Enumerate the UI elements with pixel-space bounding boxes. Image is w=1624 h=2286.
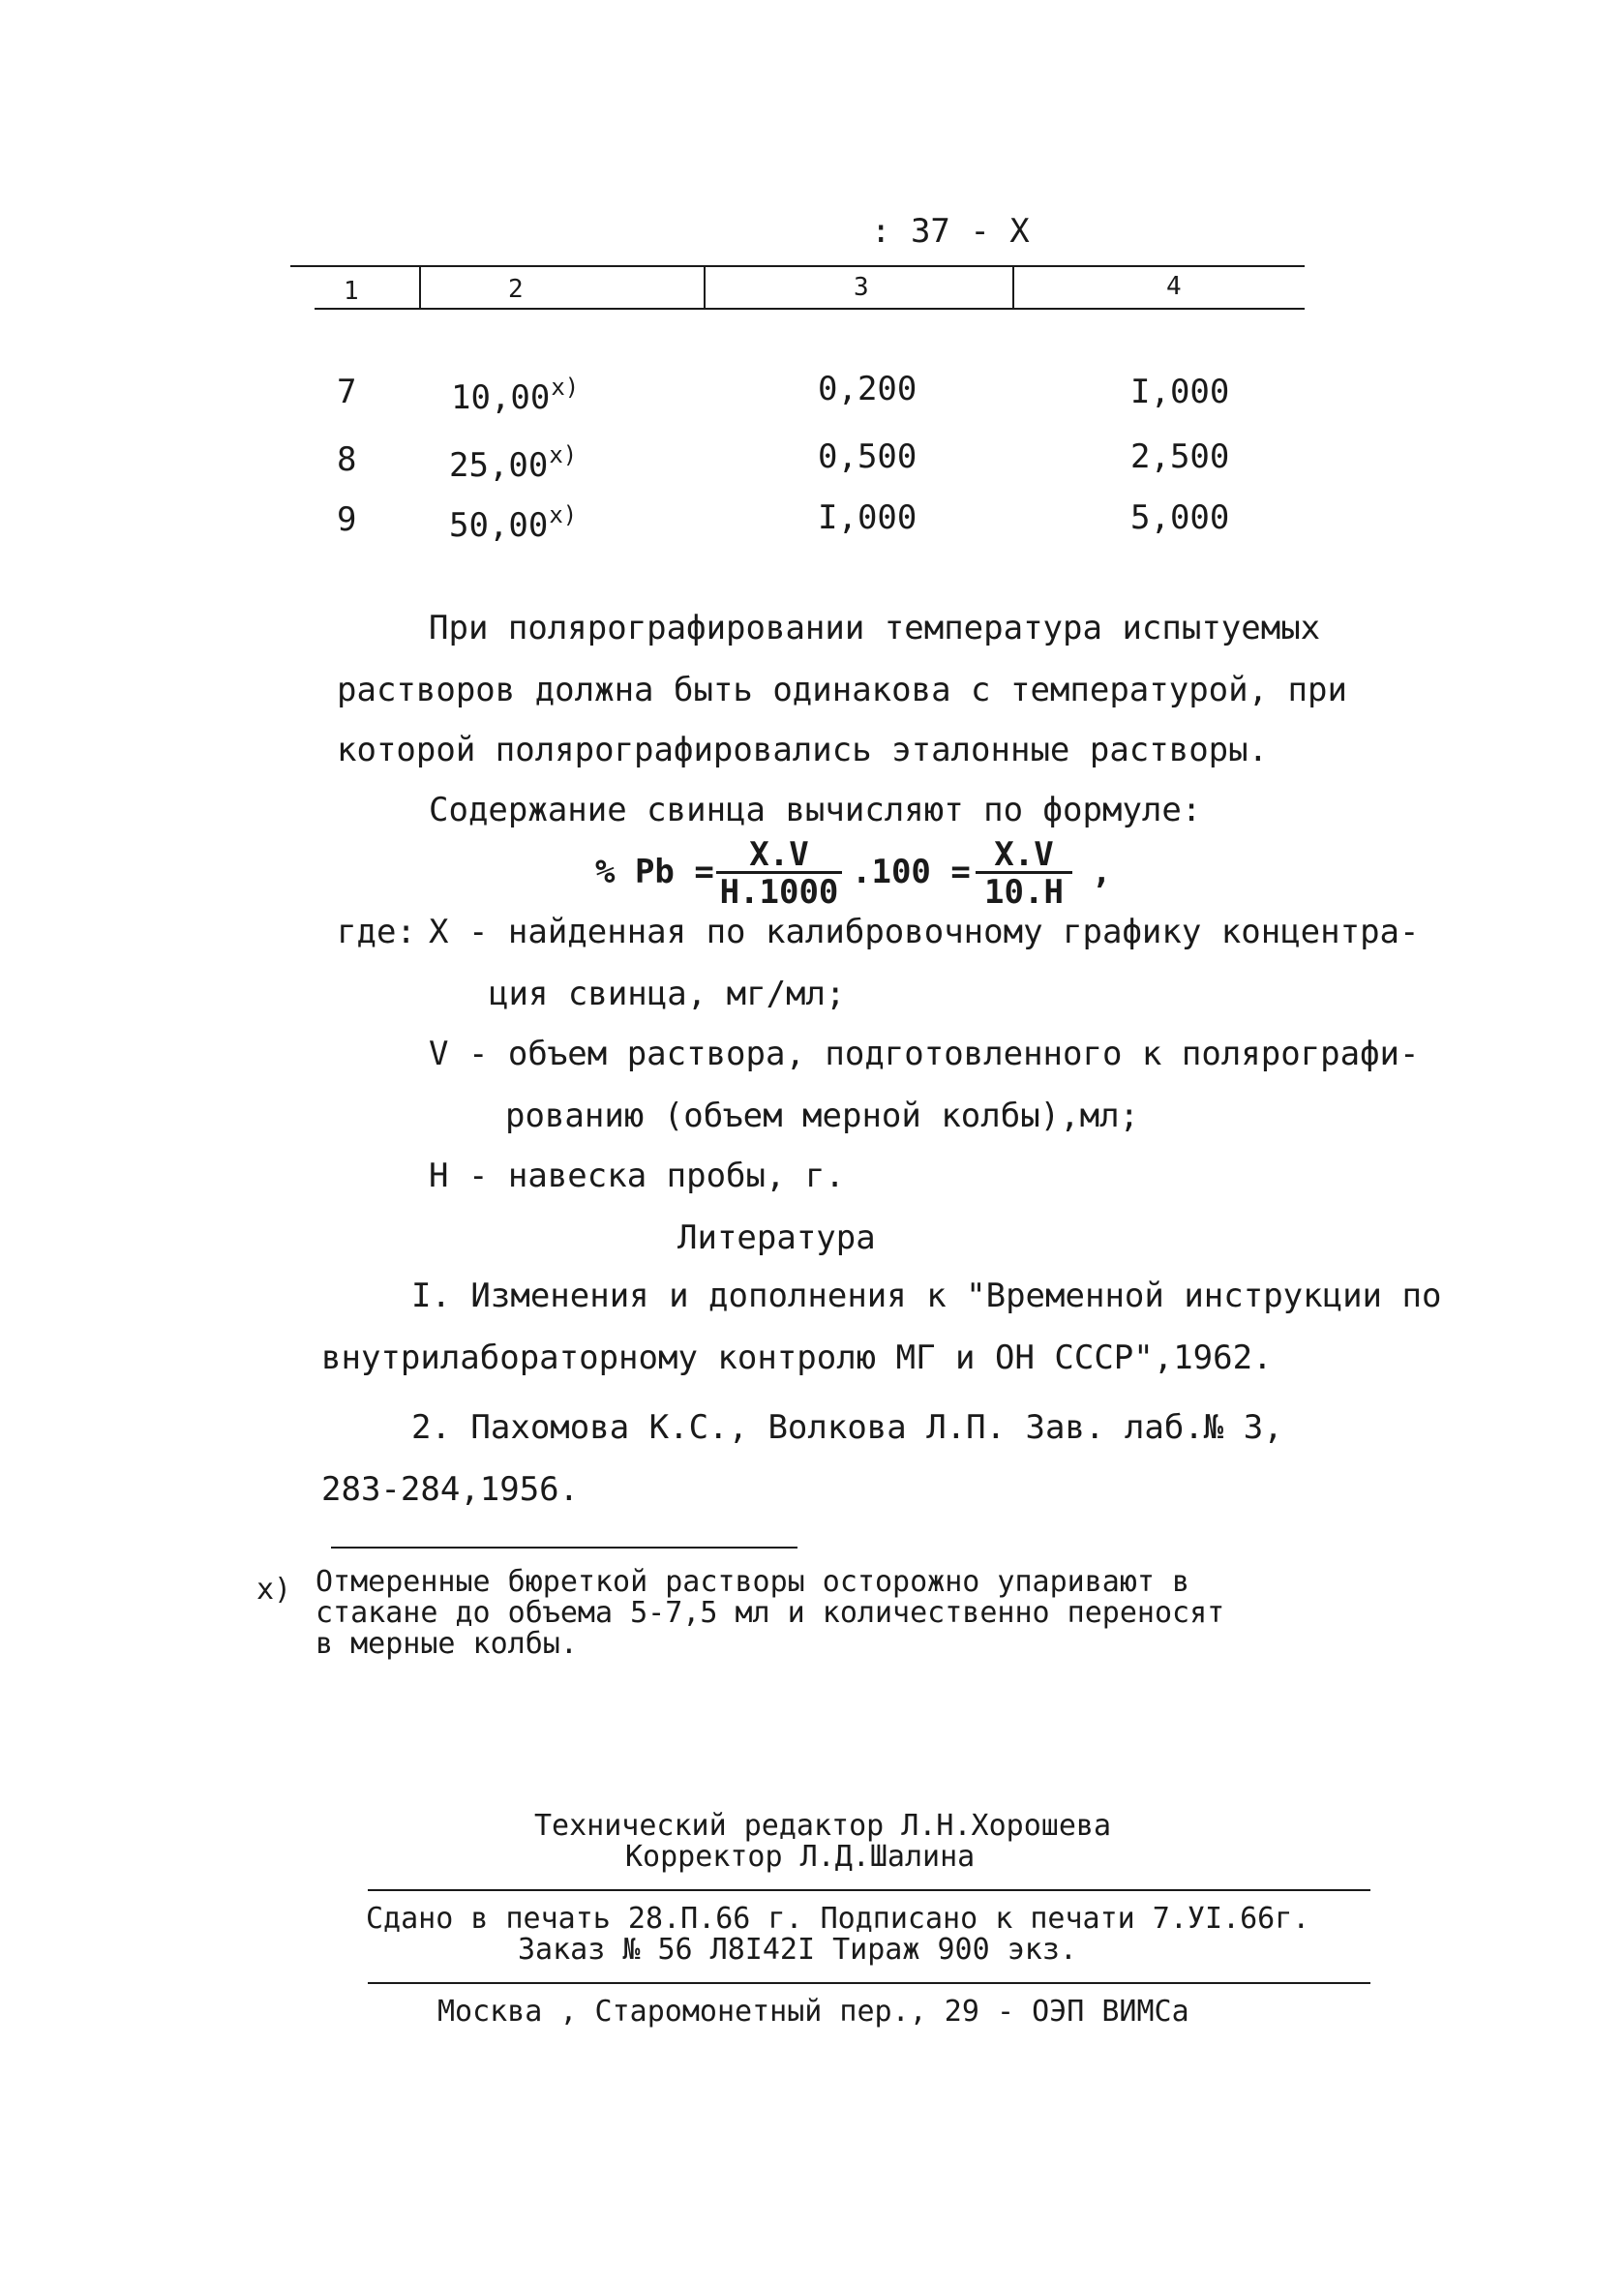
footnote-line: в мерные колбы. [316,1627,578,1661]
table-top-rule [290,265,1305,267]
column-divider [1012,267,1014,310]
definition-line: V - объем раствора, подготовленного к полярографи- [429,1035,1420,1073]
reference-line: 283-284,1956. [321,1470,580,1509]
table-cell: 2,500 [1130,437,1230,476]
table-cell: 0,500 [818,437,917,476]
footnote-mark: x) [549,501,578,528]
column-header: 3 [854,273,869,302]
print-info-line: Заказ № 56 Л8I42I Тираж 900 экз. [518,1933,1077,1967]
definition-line: ция свинца, мг/мл; [489,975,846,1013]
reference-line: внутрилабораторному контролю МГ и ОН СССР",1962. [321,1339,1273,1377]
definition-line: X - найденная по калибровочному графику концентра- [429,913,1420,951]
imprint-rule [368,1889,1370,1891]
fraction-numerator: X.V [749,835,809,874]
formula-multiplier: .100 = [852,853,971,891]
reference-line: I. Изменения и дополнения к "Временной инструкции по [411,1277,1442,1315]
footnote-line: стакане до объема 5-7,5 мл и количественно переносят [316,1596,1225,1630]
table-cell: 5,000 [1130,498,1230,537]
formula-comma: , [1092,853,1112,891]
literature-title: Литература [677,1218,876,1257]
column-divider [419,267,421,310]
reference-line: 2. Пахомова К.С., Волкова Л.П. Зав. лаб.№ 3, [411,1408,1283,1447]
table-header-bottom-rule [315,308,1305,310]
definition-line: H - навеска пробы, г. [429,1157,845,1195]
volume-cell: 50,00$^{x)}$ [449,501,578,545]
volume-cell: 10,00$^{x)}$ [451,374,580,417]
fraction-denominator: 10.H [976,871,1072,909]
fraction [716,835,842,912]
footnote-mark: x) [549,441,578,468]
paragraph-line: При полярографировании температура испытуемых [429,609,1321,647]
row-number: 9 [337,500,357,539]
paragraph-line: которой полярографировались эталонные растворы. [337,731,1269,769]
column-header: 4 [1166,272,1182,301]
column-divider [704,267,706,310]
column-header: 2 [508,275,524,304]
imprint-rule [368,1982,1370,1984]
where-label: где: [337,913,416,951]
volume-cell: 25,00$^{x)}$ [449,441,578,485]
fraction-denominator: H.1000 [716,871,842,909]
paragraph-line: растворов должна быть одинакова с температурой, при [337,671,1347,709]
print-info-line: Сдано в печать 28.П.66 г. Подписано к печати 7.УI.66г. [366,1902,1310,1936]
table-cell: I,000 [1130,373,1230,411]
row-number: 8 [337,440,357,479]
footnote-line: Отмеренные бюреткой растворы осторожно упаривают в [316,1565,1190,1599]
publisher-address: Москва , Старомонетный пер., 29 - ОЭП ВИМСа [437,1995,1189,2029]
footnote-rule [331,1547,797,1549]
footnote-mark: x) [551,374,580,401]
fraction [976,835,1072,912]
column-header: 1 [344,277,359,306]
technical-editor: Технический редактор Л.Н.Хорошева [534,1809,1112,1843]
definition-line: рованию (объем мерной колбы),мл; [505,1097,1140,1135]
footnote-marker: x) [256,1573,292,1607]
row-number: 7 [337,373,357,411]
formula-lhs: % Pb = [595,853,714,891]
page-number: : 37 - X [871,212,1030,251]
table-cell: 0,200 [818,370,917,408]
fraction-numerator: X.V [994,835,1054,874]
paragraph-line: Содержание свинца вычисляют по формуле: [429,791,1202,829]
corrector: Корректор Л.Д.Шалина [625,1840,976,1874]
table-cell: I,000 [818,498,917,537]
